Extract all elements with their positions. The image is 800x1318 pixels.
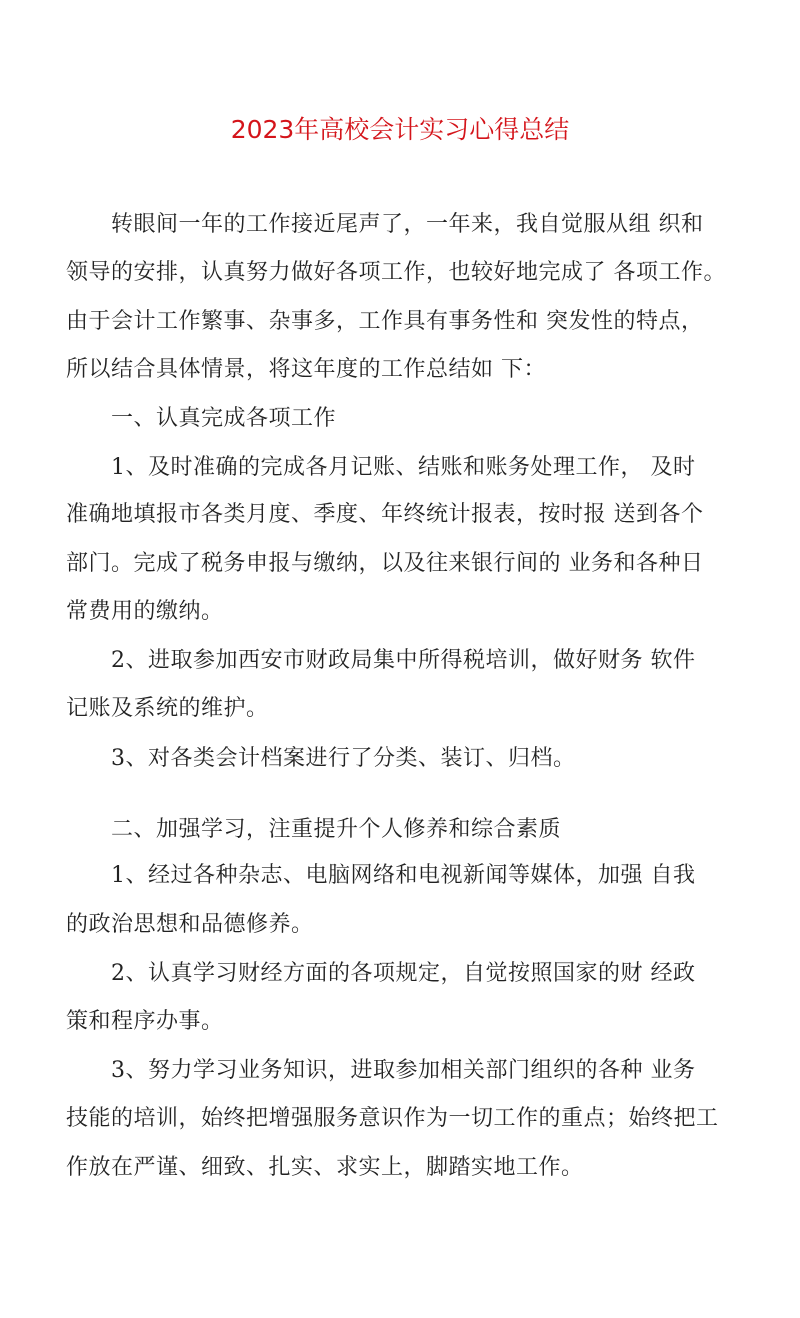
paragraph-line: 1、经过各种杂志、电脑网络和电视新闻等媒体，加强 自我: [66, 863, 696, 888]
paragraph-line: 领导的安排，认真努力做好各项工作，也较好地完成了 各项工作。: [66, 260, 726, 285]
paragraph-line: 3、努力学习业务知识，进取参加相关部门组织的各种 业务: [66, 1058, 696, 1083]
paragraph-line: 作放在严谨、细致、扎实、求实上，脚踏实地工作。: [66, 1155, 584, 1180]
paragraph-line: 常费用的缴纳。: [66, 599, 224, 624]
paragraph-line: 1、及时准确的完成各月记账、结账和账务处理工作， 及时: [66, 455, 696, 480]
paragraph-line: 由于会计工作繁事、杂事多，工作具有事务性和 突发性的特点，: [66, 309, 704, 334]
paragraph-line: 策和程序办事。: [66, 1009, 224, 1034]
document-title: 2023年高校会计实习心得总结: [230, 115, 570, 144]
paragraph-line: 技能的培训，始终把增强服务意识作为一切工作的重点；始终把工: [66, 1106, 719, 1131]
section-heading: 一、认真完成各项工作: [66, 406, 337, 431]
section-heading: 二、加强学习，注重提升个人修养和综合素质: [66, 817, 562, 842]
paragraph-line: 2、认真学习财经方面的各项规定，自觉按照国家的财 经政: [66, 961, 696, 986]
paragraph-line: 3、对各类会计档案进行了分类、装订、归档。: [66, 746, 576, 771]
paragraph-line: 转眼间一年的工作接近尾声了，一年来，我自觉服从组 织和: [66, 212, 704, 237]
paragraph-line: 2、进取参加西安市财政局集中所得税培训，做好财务 软件: [66, 648, 696, 673]
paragraph-line: 记账及系统的维护。: [66, 696, 269, 721]
paragraph-line: 的政治思想和品德修养。: [66, 912, 314, 937]
paragraph-line: 部门。完成了税务申报与缴纳，以及往来银行间的 业务和各种日: [66, 551, 704, 576]
paragraph-line: 所以结合具体情景，将这年度的工作总结如 下：: [66, 357, 546, 382]
paragraph-line: 准确地填报市各类月度、季度、年终统计报表，按时报 送到各个: [66, 502, 704, 527]
